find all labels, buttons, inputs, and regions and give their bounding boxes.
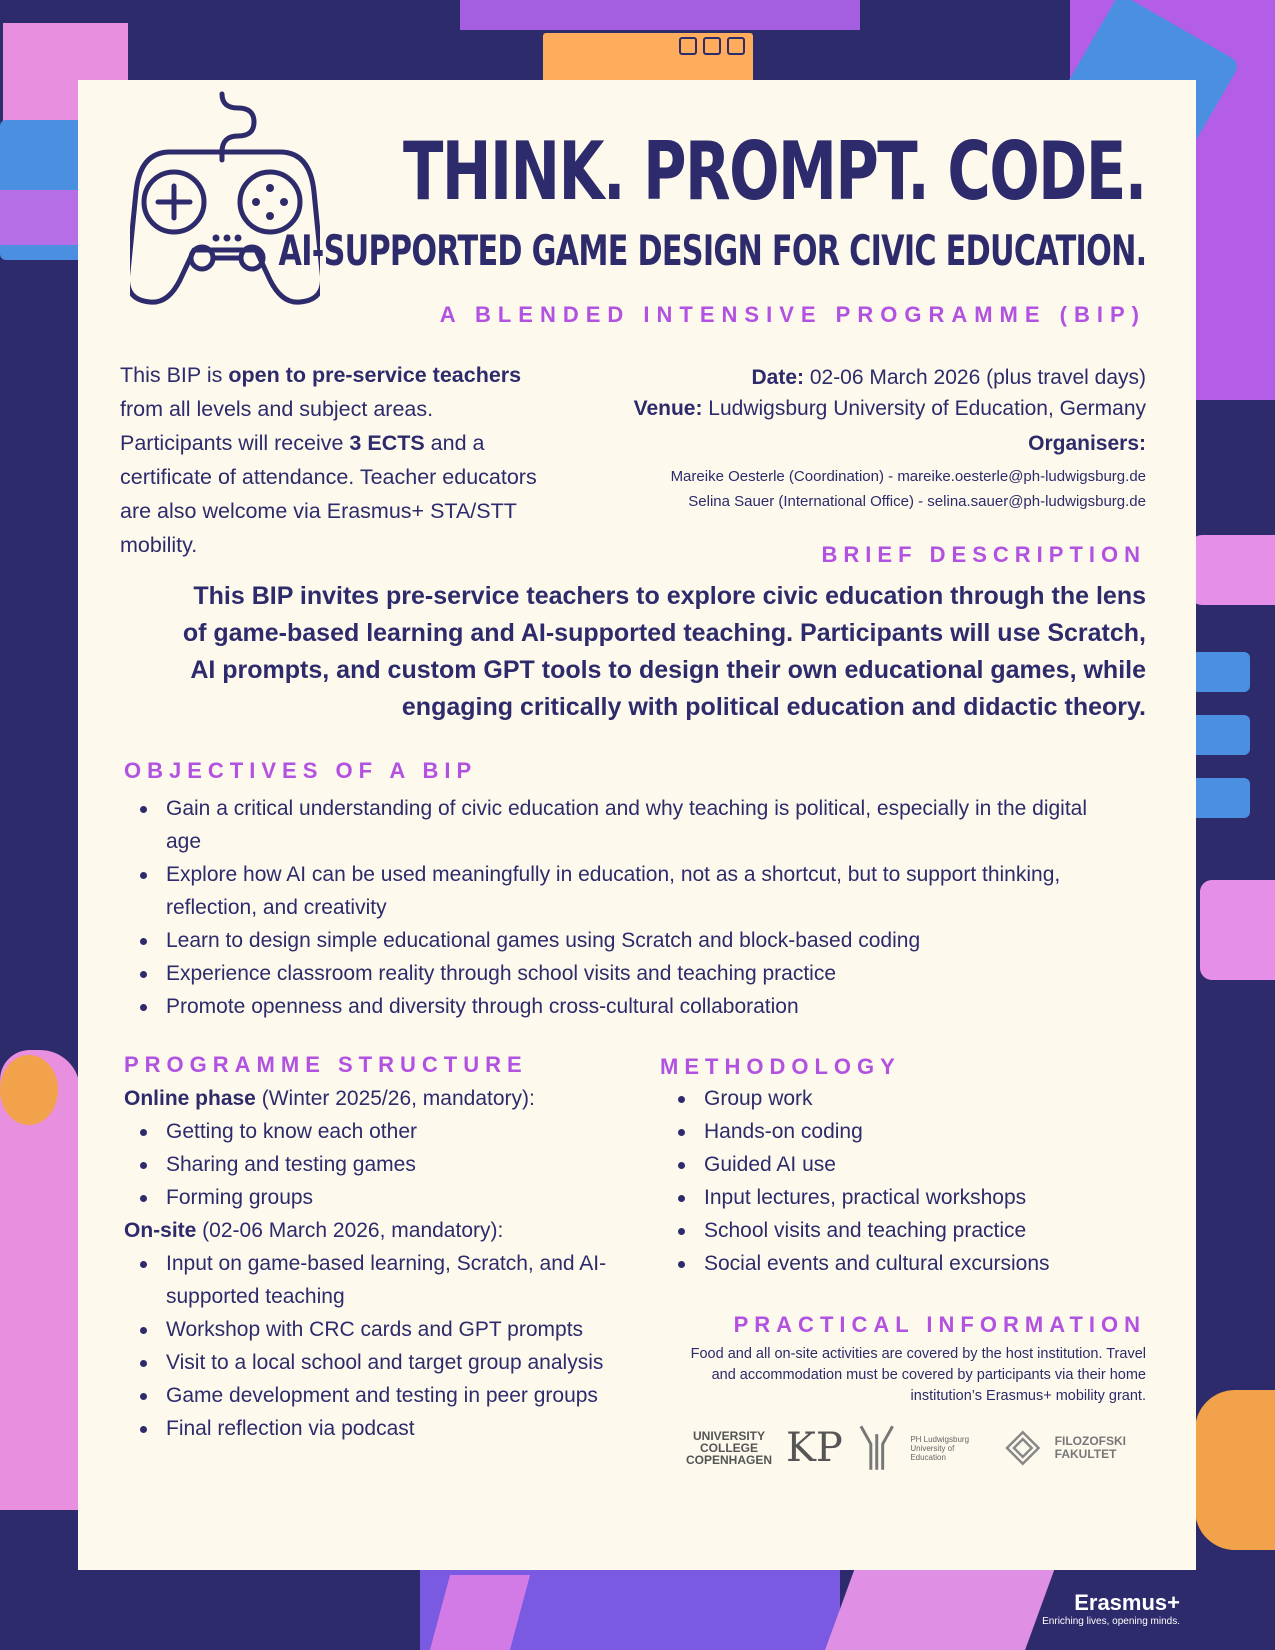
list-item: Social events and cultural excursions — [662, 1247, 1142, 1280]
partner-logos — [686, 1418, 1126, 1478]
list-item: Getting to know each other — [124, 1115, 664, 1148]
date-label: Date: — [751, 366, 804, 389]
list-item: Workshop with CRC cards and GPT prompts — [124, 1313, 664, 1346]
ph-ludwigsburg-logo-icon — [857, 1424, 897, 1472]
logo-text: COLLEGE — [700, 1441, 759, 1455]
list-item: Experience classroom reality through school visits and teaching practice — [124, 957, 1124, 990]
programme-type-heading: A BLENDED INTENSIVE PROGRAMME (BIP) — [439, 302, 1146, 327]
maximize-icon — [703, 37, 721, 55]
bg-purple-bar — [460, 0, 860, 30]
minimize-icon — [679, 37, 697, 55]
mail-icon — [1190, 652, 1250, 692]
clock-icon — [1190, 778, 1250, 818]
online-phase-list — [124, 1115, 664, 1214]
gamepad-icon — [130, 90, 320, 310]
bg-bottom-right-pink — [825, 1568, 1055, 1650]
list-item: Explore how AI can be used meaningfully in education, not as a shortcut, but to support thinking, reflection, and creativity — [124, 858, 1124, 924]
flyer-card — [78, 80, 1196, 1570]
erasmus-logo — [1042, 1590, 1180, 1627]
intro-part: and a certificate of attendance. Teacher educators are also welcome via Erasmus+ STA/STT mobility. — [120, 431, 537, 557]
page-subtitle: AI-SUPPORTED GAME DESIGN FOR CIVIC EDUCATION. — [278, 226, 1146, 275]
filozofski-fakultet-logo — [1055, 1435, 1126, 1461]
organiser-contact: Mareike Oesterle (Coordination) - mareike.oesterle@ph-ludwigsburg.de — [670, 468, 1146, 485]
organisers-contacts — [671, 464, 1146, 514]
bg-right-pink-panel-2 — [1200, 880, 1275, 980]
methodology-heading: METHODOLOGY — [660, 1054, 901, 1079]
list-item: Input lectures, practical workshops — [662, 1181, 1142, 1214]
methodology-list — [662, 1082, 1142, 1280]
date-value: 02-06 March 2026 (plus travel days) — [804, 366, 1146, 389]
intro-highlight: open to pre-service teachers — [228, 363, 522, 387]
list-item: Game development and testing in peer groups — [124, 1379, 664, 1412]
programme-structure — [124, 1082, 664, 1445]
phase-detail: (Winter 2025/26, mandatory): — [255, 1087, 535, 1110]
objectives-list — [124, 792, 1124, 1023]
list-item: Hands-on coding — [662, 1115, 1142, 1148]
organisers-label: Organisers: — [1028, 432, 1146, 455]
bg-person-illustration-right — [1195, 1390, 1275, 1550]
ucc-logo — [686, 1430, 772, 1466]
logo-text: FAKULTET — [1054, 1447, 1117, 1461]
onsite-phase-list — [124, 1247, 664, 1445]
list-item: School visits and teaching practice — [662, 1214, 1142, 1247]
phase-detail: (02-06 March 2026, mandatory): — [196, 1219, 504, 1242]
list-item: Final reflection via podcast — [124, 1412, 664, 1445]
intro-part: This BIP is — [120, 363, 229, 387]
phase-name: On-site — [124, 1219, 197, 1242]
intro-text — [120, 358, 540, 562]
intro-part: from all levels and subject areas. Participants will receive — [120, 397, 434, 455]
venue-line — [634, 393, 1146, 424]
list-item: Sharing and testing games — [124, 1148, 664, 1181]
logo-text: University of Education — [910, 1443, 955, 1462]
date-line — [634, 362, 1146, 393]
list-item: Group work — [662, 1082, 1142, 1115]
description-heading: BRIEF DESCRIPTION — [821, 542, 1146, 567]
kp-logo: KP — [786, 1425, 843, 1471]
onsite-phase-label — [124, 1214, 664, 1247]
list-item: Learn to design simple educational games using Scratch and block-based coding — [124, 924, 1124, 957]
ph-ludwigsburg-logo — [910, 1435, 991, 1462]
description-text: This BIP invites pre-service teachers to explore civic education through the lens of game-based learning and AI-supported teaching. Participants will use Scratch, AI prompts, and custom GPT tools to design their own educational games, while engaging critically with political education and didactic theory. — [182, 582, 1146, 721]
list-item: Visit to a local school and target group analysis — [124, 1346, 664, 1379]
practical-text: Food and all on-site activities are covered by the host institution. Travel and accommodation must be covered by participants via their home institution’s Erasmus+ mobility grant. — [690, 1346, 1146, 1404]
programme-heading: PROGRAMME STRUCTURE — [124, 1052, 528, 1077]
organiser-contact: Selina Sauer (International Office) - selina.sauer@ph-ludwigsburg.de — [688, 493, 1146, 510]
close-icon — [727, 37, 745, 55]
list-item: Input on game-based learning, Scratch, and AI-supported teaching — [124, 1247, 664, 1313]
diamond-logo-icon — [1005, 1430, 1041, 1466]
erasmus-tagline: Enriching lives, opening minds. — [1042, 1616, 1180, 1627]
bg-person-face-left — [0, 1055, 58, 1125]
objectives-heading: OBJECTIVES OF A BIP — [124, 758, 478, 783]
bg-right-pink-panel — [1190, 535, 1275, 605]
list-item: Gain a critical understanding of civic education and why teaching is political, especially in the digital age — [124, 792, 1124, 858]
page-title: THINK. PROMPT. CODE. — [403, 125, 1146, 218]
list-item: Guided AI use — [662, 1148, 1142, 1181]
logo-text: UNIVERSITY — [693, 1429, 766, 1443]
phone-icon — [1190, 715, 1250, 755]
practical-heading: PRACTICAL INFORMATION — [733, 1312, 1146, 1337]
venue-label: Venue: — [633, 397, 703, 420]
intro-highlight: 3 ECTS — [349, 431, 425, 455]
event-details — [634, 362, 1146, 424]
logo-text: COPENHAGEN — [686, 1453, 773, 1467]
online-phase-label — [124, 1082, 664, 1115]
erasmus-name: Erasmus+ — [1074, 1590, 1180, 1615]
list-item: Forming groups — [124, 1181, 664, 1214]
phase-name: Online phase — [124, 1087, 256, 1110]
logo-text: PH Ludwigsburg — [910, 1434, 970, 1444]
venue-value: Ludwigsburg University of Education, Germany — [702, 397, 1146, 420]
list-item: Promote openness and diversity through cross-cultural collaboration — [124, 990, 1124, 1023]
logo-text: FILOZOFSKI — [1054, 1434, 1126, 1448]
